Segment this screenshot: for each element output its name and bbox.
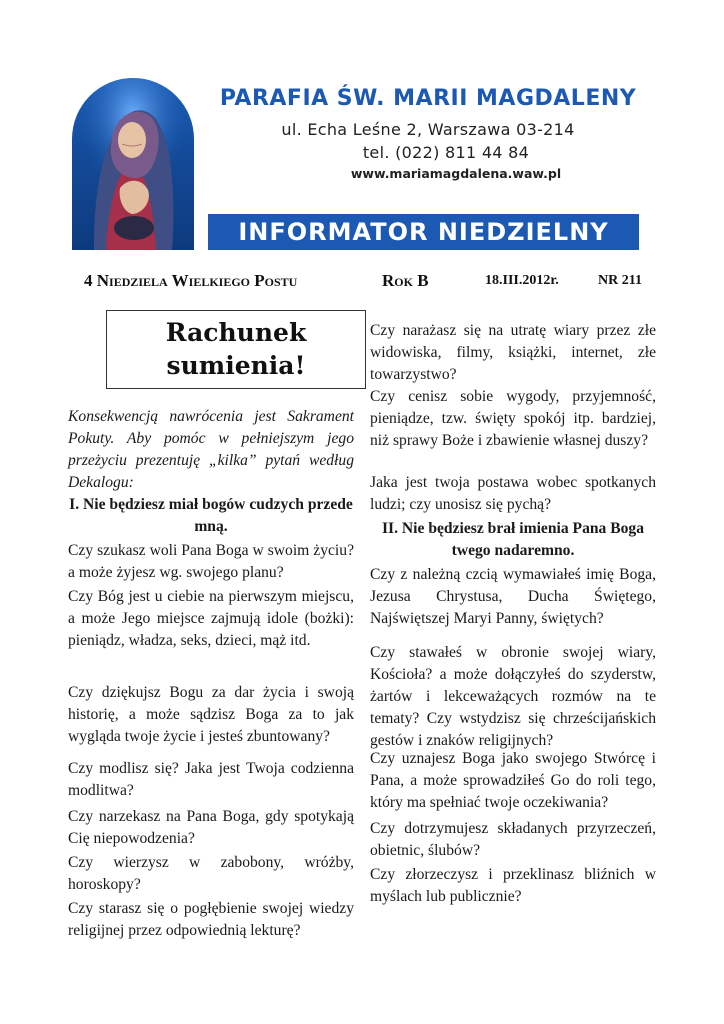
- parish-address: ul. Echa Leśne 2, Warszawa 03-214: [281, 120, 575, 139]
- madonna-icon-image: [72, 78, 194, 250]
- issue-info-line: [0, 271, 724, 291]
- article-title-line1: Rachunek: [165, 318, 307, 347]
- issue-number: NR 211: [598, 273, 642, 288]
- question-paragraph: Czy uznajesz Boga jako swojego Stwórcę i Pana, a może sprowadziłeś Go do roli tego, który ma spełniać twoje oczekiwania?: [370, 750, 656, 811]
- issue-date: 18.III.2012r.: [485, 273, 559, 288]
- question-paragraph: Czy wierzysz w zabobony, wróżby, horoskopy?: [68, 854, 354, 893]
- commandment-1-heading: I. Nie będziesz miał bogów cudzych przede mną.: [69, 496, 353, 535]
- commandment-2-heading: II. Nie będziesz brał imienia Pana Boga twego nadaremno.: [381, 520, 645, 559]
- liturgical-year: Rok B: [382, 271, 429, 290]
- question-paragraph: Jaka jest twoja postawa wobec spotkanych ludzi; czy unosisz się pychą?: [370, 474, 656, 513]
- question-paragraph: Czy złorzeczysz i przeklinasz bliźnich w myślach lub publicznie?: [370, 866, 656, 905]
- newsletter-banner: INFORMATOR NIEDZIELNY: [208, 214, 639, 250]
- liturgical-sunday: 4 Niedziela Wielkiego Postu: [84, 271, 298, 290]
- question-paragraph: Czy starasz się o pogłębienie swojej wiedzy religijnej przez odpowiednią lekturę?: [68, 900, 354, 939]
- question-paragraph: Czy narażasz się na utratę wiary przez złe widowiska, filmy, książki, internet, złe towarzystwo?: [370, 322, 656, 383]
- question-paragraph: Czy modlisz się? Jaka jest Twoja codzienna modlitwa?: [68, 760, 354, 799]
- question-paragraph: Czy szukasz woli Pana Boga w swoim życiu? a może żyjesz wg. swojego planu?: [68, 542, 354, 581]
- parish-phone: tel. (022) 811 44 84: [362, 143, 530, 162]
- question-paragraph: Czy z należną czcią wymawiałeś imię Boga, Jezusa Chrystusa, Ducha Świętego, Najświętszej Maryi Panny, świętych?: [370, 566, 656, 627]
- question-paragraph: Czy stawałeś w obronie swojej wiary, Kościoła? a może dołączyłeś do szyderstw, żartów i lekceważących rozmów na te tematy? Czy wstydzisz się chrześcijańskich gestów i znaków religijnych?: [370, 644, 656, 749]
- article-title-box: [106, 310, 366, 389]
- parish-website: www.mariamagdalena.waw.pl: [350, 166, 562, 181]
- intro-paragraph: Konsekwencją nawrócenia jest Sakrament Pokuty. Aby pomóc w pełniejszym jego przeżyciu prezentuję „kilka” pytań według Dekalogu:: [68, 408, 354, 491]
- article-title-line2: sumienia!: [166, 351, 306, 380]
- question-paragraph: Czy dziękujsz Bogu za dar życia i swoją historię, a może sądzisz Boga za to jak wygląda twoje życie i jesteś zbuntowany?: [68, 684, 354, 745]
- parish-name: PARAFIA ŚW. MARII MAGDALENY: [219, 86, 637, 111]
- question-paragraph: Czy Bóg jest u ciebie na pierwszym miejscu, a może Jego miejsce zajmują idole (bożki): pieniądz, władza, seks, dzieci, mąż itd.: [68, 588, 354, 649]
- question-paragraph: Czy cenisz sobie wygody, przyjemność, pieniądze, tzw. święty spokój itp. bardziej, niż sprawy Boże i zbawienie własnej duszy?: [370, 388, 656, 449]
- question-paragraph: Czy dotrzymujesz składanych przyrzeczeń, obietnic, ślubów?: [370, 820, 656, 859]
- question-paragraph: Czy narzekasz na Pana Boga, gdy spotykają Cię niepowodzenia?: [68, 808, 354, 847]
